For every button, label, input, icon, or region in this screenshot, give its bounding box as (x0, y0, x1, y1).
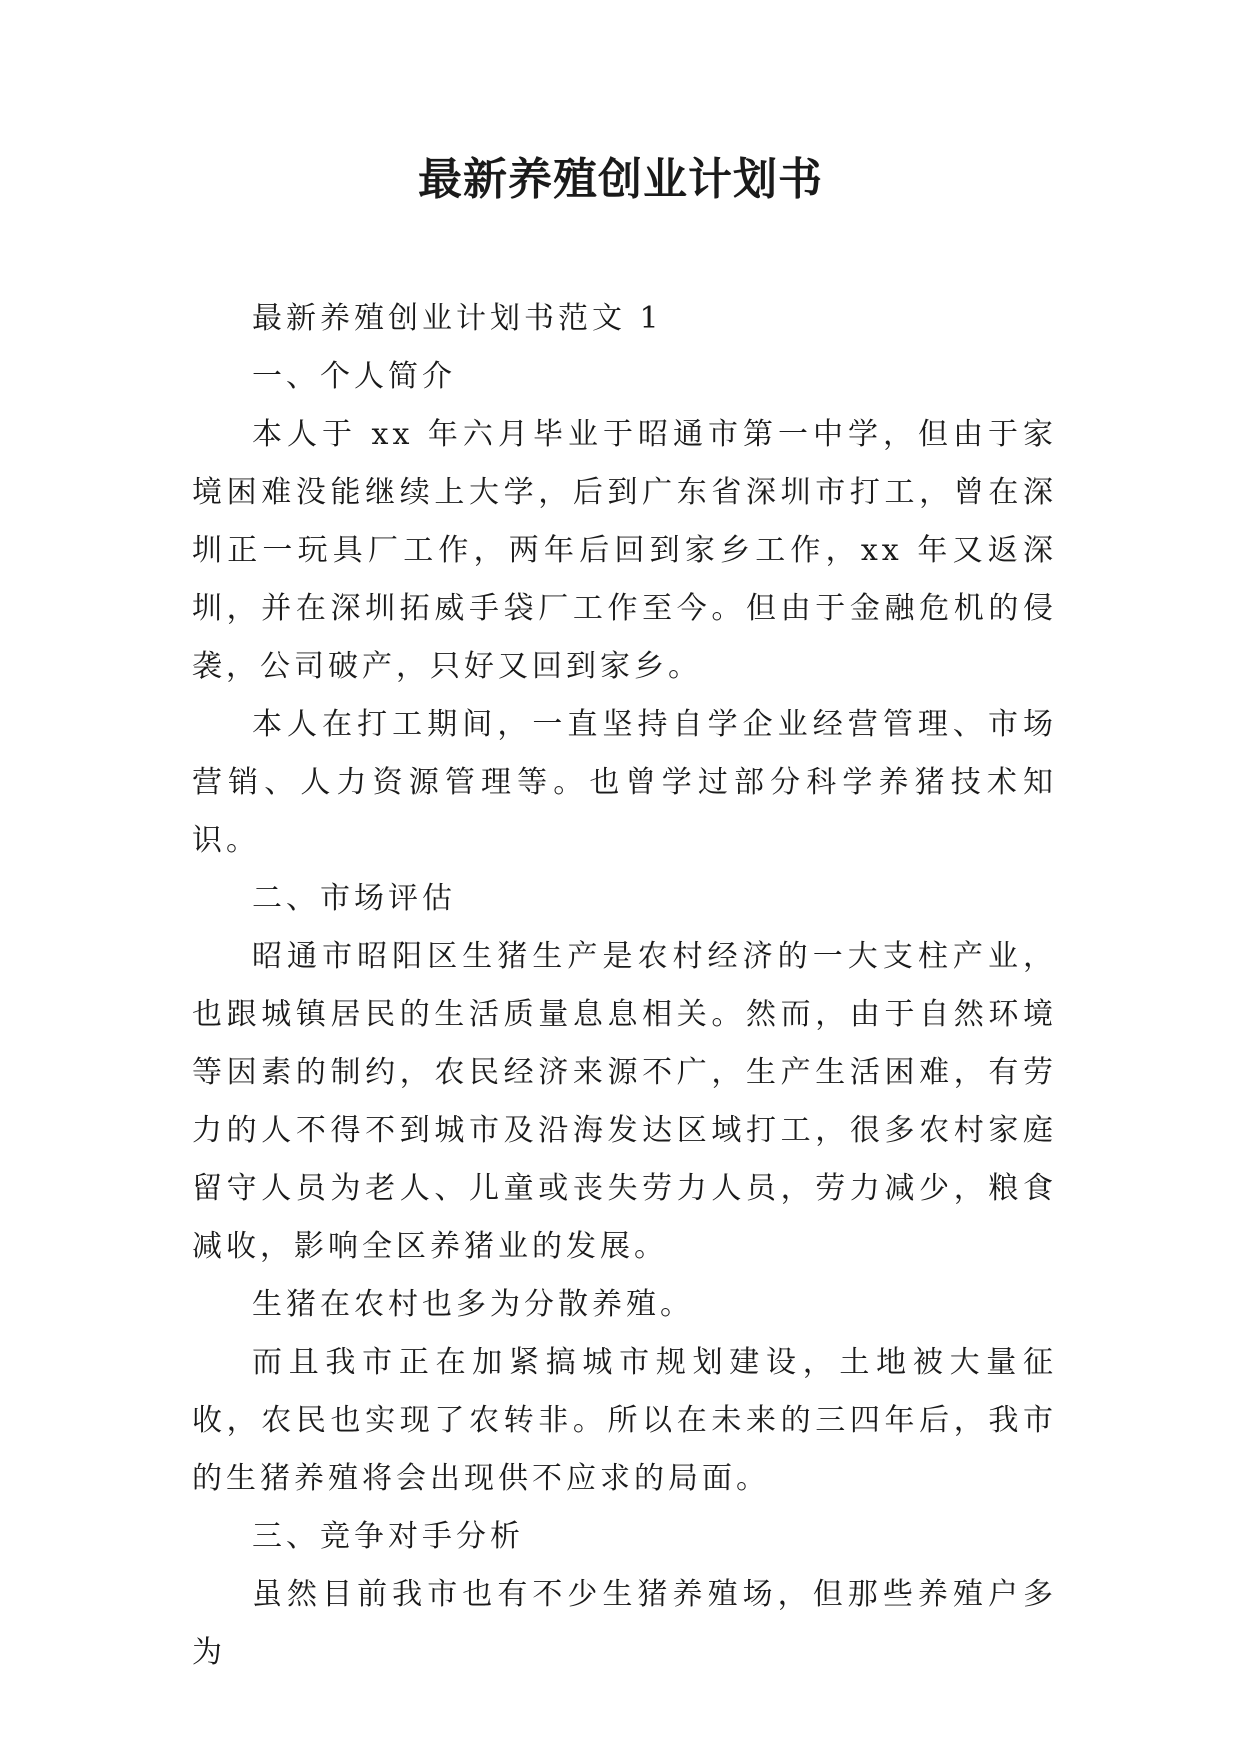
section-subtitle: 最新养殖创业计划书范文 1 (252, 301, 663, 336)
paragraph: 虽然目前我市也有不少生猪养殖场，但那些养殖户多为 (192, 1577, 1057, 1670)
section-heading-market: 二、市场评估 (252, 881, 456, 916)
document-title: 最新养殖创业计划书 (418, 154, 823, 205)
paragraph: 本人于 xx 年六月毕业于昭通市第一中学，但由于家境困难没能继续上大学，后到广东省深圳市打工，曾在深圳正一玩具厂工作，两年后回到家乡工作，xx 年又返深圳，并在深圳拓威手袋厂工作至今。但由于金融危机的侵袭，公司破产，只好又回到家乡。 (192, 417, 1057, 684)
paragraph: 昭通市昭阳区生猪生产是农村经济的一大支柱产业，也跟城镇居民的生活质量息息相关。然而，由于自然环境等因素的制约，农民经济来源不广，生产生活困难，有劳力的人不得不到城市及沿海发达区域打工，很多农村家庭留守人员为老人、儿童或丧失劳力人员，劳力减少，粮食减收，影响全区养猪业的发展。 (192, 939, 1057, 1264)
section-heading-profile: 一、个人简介 (252, 359, 456, 394)
section-heading-competition: 三、竞争对手分析 (252, 1519, 524, 1554)
document-body (192, 290, 1057, 1682)
paragraph: 生猪在农村也多为分散养殖。 (252, 1287, 694, 1322)
paragraph: 本人在打工期间，一直坚持自学企业经营管理、市场营销、人力资源管理等。也曾学过部分科学养猪技术知识。 (192, 707, 1057, 858)
paragraph: 而且我市正在加紧搞城市规划建设，土地被大量征收，农民也实现了农转非。所以在未来的三四年后，我市的生猪养殖将会出现供不应求的局面。 (192, 1345, 1057, 1496)
